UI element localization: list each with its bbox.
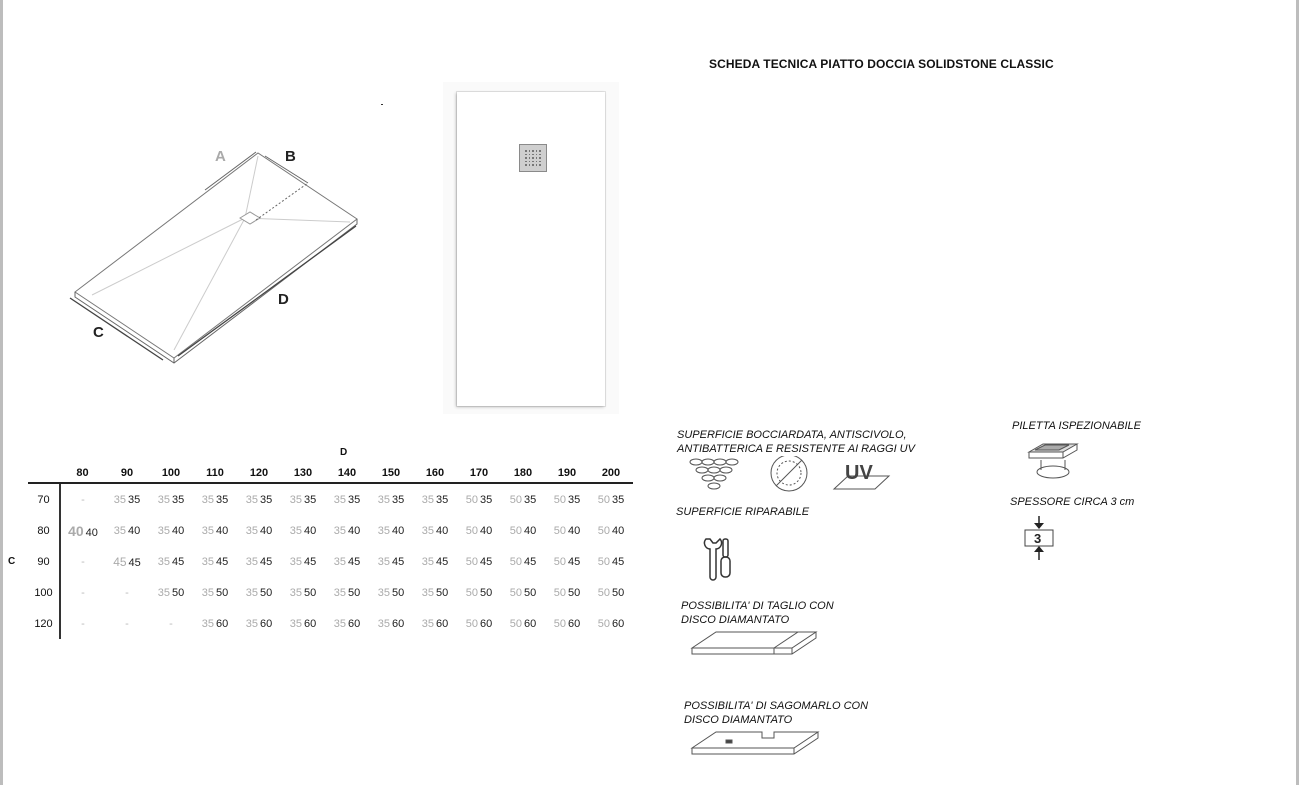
table-cell bbox=[281, 608, 325, 639]
column-header: 140 bbox=[325, 463, 369, 483]
table-cell: - bbox=[81, 586, 85, 599]
table-cell bbox=[589, 546, 633, 577]
cell-value-b: 40 bbox=[85, 526, 98, 539]
table-cell bbox=[237, 515, 281, 546]
cell-value-b: 45 bbox=[568, 555, 581, 568]
cell-value-b: 35 bbox=[524, 493, 537, 506]
cell-value-a: 50 bbox=[553, 524, 566, 537]
cell-value-a: 35 bbox=[201, 586, 214, 599]
table-cell bbox=[369, 483, 413, 515]
cell-value-a: 50 bbox=[597, 493, 610, 506]
cell-value-a: 50 bbox=[465, 493, 478, 506]
table-cell bbox=[457, 608, 501, 639]
cell-value-b: 50 bbox=[260, 586, 273, 599]
cell-value-a: 35 bbox=[377, 555, 390, 568]
table-cell bbox=[369, 608, 413, 639]
cell-value-b: 40 bbox=[260, 524, 273, 537]
cut-tray-icon bbox=[690, 628, 820, 658]
cell-value-b: 50 bbox=[612, 586, 625, 599]
table-cell bbox=[281, 546, 325, 577]
cell-value-b: 50 bbox=[480, 586, 493, 599]
cell-value-b: 60 bbox=[216, 617, 229, 630]
table-cell bbox=[193, 608, 237, 639]
cell-value-b: 40 bbox=[480, 524, 493, 537]
table-cell bbox=[413, 608, 457, 639]
table-cell bbox=[457, 546, 501, 577]
cell-value-a: 35 bbox=[157, 524, 170, 537]
cell-value-a: 50 bbox=[509, 617, 522, 630]
table-cell bbox=[237, 546, 281, 577]
cell-value-b: 50 bbox=[172, 586, 185, 599]
inspectable-drain-icon bbox=[1025, 440, 1081, 484]
tray-dimension-diagram bbox=[60, 140, 370, 365]
table-cell bbox=[545, 483, 589, 515]
page-title: SCHEDA TECNICA PIATTO DOCCIA SOLIDSTONE CLASSIC bbox=[709, 57, 1054, 71]
cell-value-b: 35 bbox=[216, 493, 229, 506]
cell-value-a: 35 bbox=[201, 524, 214, 537]
cell-value-a: 35 bbox=[245, 555, 258, 568]
cell-value-a: 35 bbox=[421, 617, 434, 630]
table-cell bbox=[149, 515, 193, 546]
cell-value-a: 35 bbox=[289, 617, 302, 630]
cell-value-b: 35 bbox=[568, 493, 581, 506]
antibacterial-icon bbox=[771, 456, 807, 491]
table-cell: - bbox=[125, 586, 129, 599]
cell-value-a: 35 bbox=[333, 617, 346, 630]
cell-value-b: 35 bbox=[260, 493, 273, 506]
cell-value-a: 50 bbox=[509, 586, 522, 599]
table-cell bbox=[149, 546, 193, 577]
cell-value-a: 50 bbox=[597, 586, 610, 599]
cell-value-a: 40 bbox=[68, 522, 84, 539]
cell-value-b: 45 bbox=[172, 555, 185, 568]
cell-value-a: 50 bbox=[597, 524, 610, 537]
cell-value-a: 35 bbox=[333, 493, 346, 506]
cell-value-b: 40 bbox=[436, 524, 449, 537]
cell-value-b: 50 bbox=[216, 586, 229, 599]
cell-value-b: 45 bbox=[216, 555, 229, 568]
cell-value-a: 35 bbox=[201, 493, 214, 506]
cell-value-a: 35 bbox=[201, 617, 214, 630]
cell-value-b: 50 bbox=[348, 586, 361, 599]
cell-value-b: 35 bbox=[480, 493, 493, 506]
textured-surface-icon bbox=[690, 459, 738, 489]
table-row bbox=[28, 577, 633, 608]
cell-value-a: 35 bbox=[157, 493, 170, 506]
cell-value-b: 50 bbox=[524, 586, 537, 599]
cell-value-a: 35 bbox=[245, 617, 258, 630]
shaped-tray-icon bbox=[690, 728, 822, 758]
cell-value-b: 35 bbox=[304, 493, 317, 506]
label-a: A bbox=[215, 148, 226, 165]
cell-value-a: 35 bbox=[377, 524, 390, 537]
cell-value-a: 50 bbox=[553, 555, 566, 568]
cell-value-b: 50 bbox=[568, 586, 581, 599]
cell-value-b: 60 bbox=[260, 617, 273, 630]
cell-value-a: 35 bbox=[333, 524, 346, 537]
cell-value-a: 45 bbox=[113, 554, 127, 569]
cell-value-a: 35 bbox=[157, 586, 170, 599]
cell-value-a: 50 bbox=[509, 493, 522, 506]
label-b: B bbox=[285, 148, 296, 165]
cell-value-b: 60 bbox=[436, 617, 449, 630]
table-cell bbox=[105, 546, 149, 577]
table-cell bbox=[589, 577, 633, 608]
cell-value-a: 50 bbox=[465, 586, 478, 599]
cell-value-b: 40 bbox=[568, 524, 581, 537]
table-cell bbox=[193, 546, 237, 577]
table-row bbox=[28, 483, 633, 515]
table-cell bbox=[281, 515, 325, 546]
table-cell: - bbox=[169, 617, 173, 630]
table-body bbox=[28, 483, 633, 639]
cell-value-a: 35 bbox=[245, 493, 258, 506]
column-header: 150 bbox=[369, 463, 413, 483]
row-header: 90 bbox=[28, 546, 60, 577]
table-cell bbox=[281, 577, 325, 608]
table-cell bbox=[413, 483, 457, 515]
label-c: C bbox=[93, 324, 104, 341]
table-cell bbox=[457, 577, 501, 608]
cell-value-b: 60 bbox=[612, 617, 625, 630]
cell-value-b: 35 bbox=[128, 493, 141, 506]
table-axis-d: D bbox=[340, 447, 348, 458]
cell-value-a: 35 bbox=[289, 493, 302, 506]
cell-value-b: 40 bbox=[348, 524, 361, 537]
cell-value-b: 45 bbox=[392, 555, 405, 568]
column-header: 130 bbox=[281, 463, 325, 483]
table-cell bbox=[501, 515, 545, 546]
table-cell: - bbox=[81, 493, 85, 506]
table-cell bbox=[589, 515, 633, 546]
cell-value-b: 45 bbox=[260, 555, 273, 568]
table-cell bbox=[501, 608, 545, 639]
table-cell bbox=[501, 546, 545, 577]
cell-value-b: 35 bbox=[348, 493, 361, 506]
cell-value-b: 40 bbox=[304, 524, 317, 537]
table-cell bbox=[589, 483, 633, 515]
cell-value-a: 35 bbox=[421, 524, 434, 537]
table-row bbox=[28, 546, 633, 577]
column-header: 170 bbox=[457, 463, 501, 483]
cell-value-b: 45 bbox=[480, 555, 493, 568]
cell-value-b: 40 bbox=[216, 524, 229, 537]
table-cell: - bbox=[81, 617, 85, 630]
cell-value-b: 50 bbox=[392, 586, 405, 599]
page-border-left bbox=[0, 0, 3, 785]
column-header: 200 bbox=[589, 463, 633, 483]
cell-value-b: 45 bbox=[304, 555, 317, 568]
cell-value-b: 45 bbox=[128, 556, 141, 569]
cell-value-b: 45 bbox=[436, 555, 449, 568]
cell-value-b: 35 bbox=[392, 493, 405, 506]
cell-value-a: 35 bbox=[201, 555, 214, 568]
cell-value-a: 35 bbox=[377, 586, 390, 599]
column-header: 100 bbox=[149, 463, 193, 483]
cell-value-b: 60 bbox=[304, 617, 317, 630]
table-cell bbox=[413, 546, 457, 577]
table-header-row bbox=[28, 463, 633, 483]
table-cell bbox=[237, 577, 281, 608]
feature-repairable-text: SUPERFICIE RIPARABILE bbox=[676, 506, 810, 518]
cell-value-a: 35 bbox=[289, 586, 302, 599]
table-cell: - bbox=[125, 617, 129, 630]
table-cell bbox=[193, 483, 237, 515]
stray-dot bbox=[381, 104, 383, 105]
uv-icon bbox=[834, 462, 889, 489]
cell-value-b: 45 bbox=[524, 555, 537, 568]
cell-value-a: 50 bbox=[465, 555, 478, 568]
cell-value-b: 35 bbox=[172, 493, 185, 506]
table-cell bbox=[325, 577, 369, 608]
cell-value-a: 50 bbox=[465, 617, 478, 630]
cell-value-a: 50 bbox=[553, 586, 566, 599]
column-header: 110 bbox=[193, 463, 237, 483]
table-cell bbox=[193, 577, 237, 608]
uv-label: UV bbox=[845, 462, 873, 484]
table-cell bbox=[325, 546, 369, 577]
column-header: 80 bbox=[60, 463, 105, 483]
cell-value-b: 35 bbox=[436, 493, 449, 506]
cell-value-a: 35 bbox=[245, 524, 258, 537]
table-cell bbox=[457, 483, 501, 515]
table-cell bbox=[545, 515, 589, 546]
cell-value-a: 35 bbox=[289, 555, 302, 568]
table-cell bbox=[105, 515, 149, 546]
cell-value-b: 40 bbox=[172, 524, 185, 537]
table-cell bbox=[105, 483, 149, 515]
surface-icons bbox=[688, 456, 908, 496]
cell-value-a: 35 bbox=[421, 586, 434, 599]
table-cell bbox=[369, 515, 413, 546]
cell-value-a: 35 bbox=[245, 586, 258, 599]
cell-value-b: 35 bbox=[612, 493, 625, 506]
dimension-table bbox=[28, 463, 633, 639]
table-cell bbox=[545, 546, 589, 577]
table-cell bbox=[325, 608, 369, 639]
table-cell bbox=[149, 577, 193, 608]
label-d: D bbox=[278, 291, 289, 308]
table-cell bbox=[457, 515, 501, 546]
cell-value-a: 35 bbox=[289, 524, 302, 537]
cell-value-b: 60 bbox=[392, 617, 405, 630]
table-cell bbox=[501, 483, 545, 515]
cell-value-b: 40 bbox=[392, 524, 405, 537]
table-cell bbox=[281, 483, 325, 515]
cell-value-a: 35 bbox=[113, 524, 126, 537]
cell-value-a: 50 bbox=[553, 617, 566, 630]
cell-value-a: 50 bbox=[465, 524, 478, 537]
table-cell bbox=[60, 515, 105, 546]
table-cell bbox=[237, 483, 281, 515]
cell-value-a: 35 bbox=[421, 493, 434, 506]
cell-value-b: 40 bbox=[612, 524, 625, 537]
column-header: 160 bbox=[413, 463, 457, 483]
column-header: 120 bbox=[237, 463, 281, 483]
shower-tray bbox=[457, 92, 605, 406]
cell-value-a: 35 bbox=[333, 555, 346, 568]
cell-value-b: 45 bbox=[348, 555, 361, 568]
table-cell bbox=[193, 515, 237, 546]
feature-drain-text: PILETTA ISPEZIONABILE bbox=[1012, 420, 1141, 432]
cell-value-b: 45 bbox=[612, 555, 625, 568]
feature-shape-text: POSSIBILITA' DI SAGOMARLO CON DISCO DIAMANTATO bbox=[684, 700, 869, 726]
cell-value-b: 60 bbox=[524, 617, 537, 630]
table-cell bbox=[369, 546, 413, 577]
thickness-value: 3 bbox=[1034, 531, 1042, 546]
thickness-icon bbox=[1022, 514, 1056, 562]
cell-value-a: 35 bbox=[157, 555, 170, 568]
cell-value-b: 40 bbox=[524, 524, 537, 537]
table-cell bbox=[545, 608, 589, 639]
cell-value-a: 35 bbox=[421, 555, 434, 568]
cell-value-a: 50 bbox=[597, 555, 610, 568]
cell-value-b: 60 bbox=[480, 617, 493, 630]
table-cell bbox=[149, 483, 193, 515]
product-photo bbox=[443, 82, 619, 414]
cell-value-a: 35 bbox=[113, 493, 126, 506]
cell-value-a: 50 bbox=[553, 493, 566, 506]
feature-surface-text: SUPERFICIE BOCCIARDATA, ANTISCIVOLO, ANTIBATTERICA E RESISTENTE AI RAGGI UV bbox=[677, 429, 915, 455]
row-header: 70 bbox=[28, 483, 60, 515]
cell-value-a: 50 bbox=[509, 555, 522, 568]
cell-value-b: 40 bbox=[128, 524, 141, 537]
feature-cut-text: POSSIBILITA' DI TAGLIO CON DISCO DIAMANTATO bbox=[681, 600, 834, 626]
cell-value-a: 35 bbox=[377, 493, 390, 506]
cell-value-b: 60 bbox=[348, 617, 361, 630]
cell-value-b: 50 bbox=[304, 586, 317, 599]
table-row bbox=[28, 515, 633, 546]
column-header: 90 bbox=[105, 463, 149, 483]
row-header: 120 bbox=[28, 608, 60, 639]
table-cell bbox=[413, 577, 457, 608]
table-cell bbox=[589, 608, 633, 639]
cell-value-a: 50 bbox=[509, 524, 522, 537]
feature-thickness-text: SPESSORE CIRCA 3 cm bbox=[1010, 496, 1135, 508]
row-header: 80 bbox=[28, 515, 60, 546]
column-header: 190 bbox=[545, 463, 589, 483]
table-cell bbox=[413, 515, 457, 546]
cell-value-a: 35 bbox=[377, 617, 390, 630]
table-cell bbox=[325, 515, 369, 546]
column-header: 180 bbox=[501, 463, 545, 483]
table-row bbox=[28, 608, 633, 639]
table-axis-c: C bbox=[8, 556, 16, 567]
row-header: 100 bbox=[28, 577, 60, 608]
table-cell: - bbox=[81, 555, 85, 568]
tools-icon bbox=[700, 537, 736, 583]
drain-grate-icon bbox=[519, 144, 547, 172]
table-cell bbox=[545, 577, 589, 608]
table-cell bbox=[237, 608, 281, 639]
table-cell bbox=[501, 577, 545, 608]
cell-value-a: 35 bbox=[333, 586, 346, 599]
cell-value-b: 50 bbox=[436, 586, 449, 599]
cell-value-a: 50 bbox=[597, 617, 610, 630]
table-cell bbox=[369, 577, 413, 608]
cell-value-b: 60 bbox=[568, 617, 581, 630]
table-cell bbox=[325, 483, 369, 515]
